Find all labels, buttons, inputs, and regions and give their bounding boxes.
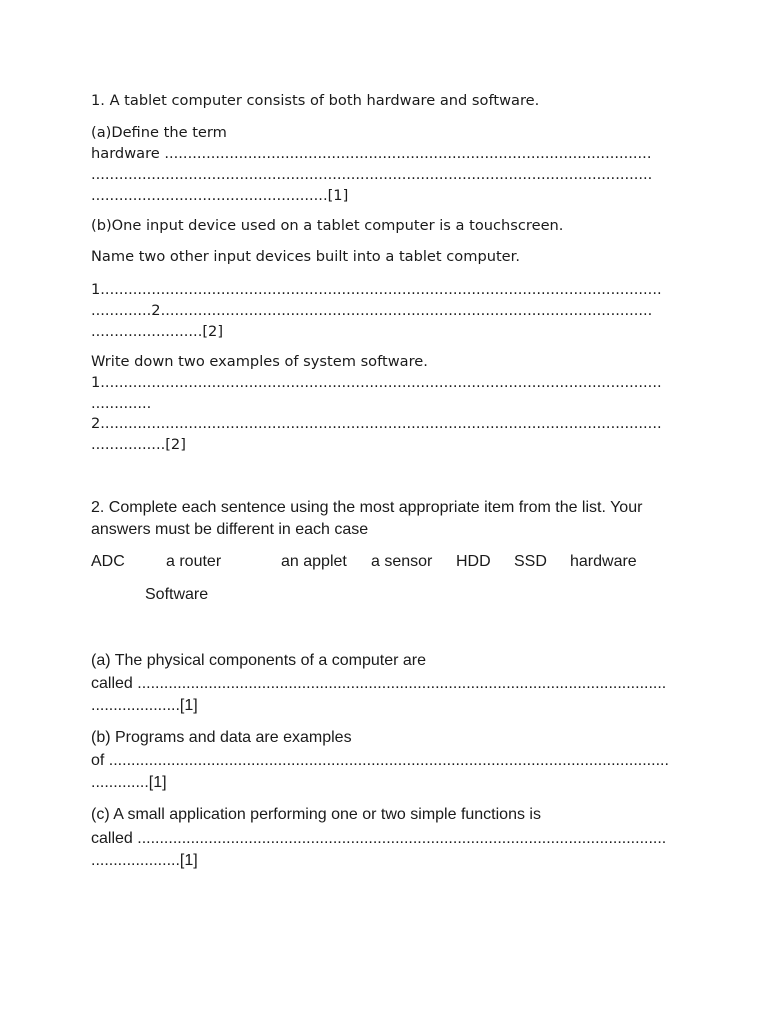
q1c-answer-line-1: 1......................................................................................................................... <box>91 374 662 391</box>
q1a-answer-line-1: hardware ......................................................................................................... <box>91 145 652 162</box>
q2b-answer-line-2: .............[1] <box>91 774 167 791</box>
word-list-item: a router <box>166 553 222 570</box>
q1b-answer-line-2: .............2.......................................................................................................... <box>91 302 653 319</box>
q2c-answer-line-1: called ....................................................................................................................... <box>91 830 667 847</box>
q2-intro-line-2: answers must be different in each case <box>91 521 369 538</box>
q2a-answer-line-2: ....................[1] <box>91 697 198 714</box>
q1c-answer-line-3: 2......................................................................................................................... <box>91 415 662 432</box>
word-list-item: SSD <box>514 553 547 570</box>
q1c-prompt: Write down two examples of system software. <box>91 353 428 370</box>
word-list-item: Software <box>145 586 209 603</box>
q2c-answer-line-2: ....................[1] <box>91 852 198 869</box>
word-list-item: a sensor <box>371 553 433 570</box>
word-list-item: ADC <box>91 553 125 570</box>
q2c-prompt: (c) A small application performing one or two simple functions is <box>91 806 541 823</box>
q1b-task: Name two other input devices built into a tablet computer. <box>91 248 520 265</box>
word-list-item: an applet <box>281 553 347 570</box>
word-list-item: HDD <box>456 553 491 570</box>
q1b-prompt: (b)One input device used on a tablet computer is a touchscreen. <box>91 217 564 234</box>
q1a-answer-line-2: ......................................................................................................................... <box>91 166 653 183</box>
q1b-answer-line-3: ........................[2] <box>91 323 224 340</box>
q2b-answer-line-1: of .............................................................................................................................. <box>91 752 669 769</box>
q1a-prompt: (a)Define the term <box>91 124 227 141</box>
q2b-prompt: (b) Programs and data are examples <box>91 729 352 746</box>
q1b-answer-line-1: 1......................................................................................................................... <box>91 281 662 298</box>
q2a-prompt: (a) The physical components of a computer are <box>91 652 426 669</box>
q1c-answer-line-2: ............. <box>91 395 152 412</box>
q1a-answer-line-3: ...................................................[1] <box>91 187 349 204</box>
q1c-answer-line-4: ................[2] <box>91 436 186 453</box>
word-list-item: hardware <box>570 553 637 570</box>
q1-intro: 1. A tablet computer consists of both hardware and software. <box>91 92 540 109</box>
q2-intro-line-1: 2. Complete each sentence using the most appropriate item from the list. Your <box>91 499 643 516</box>
q2a-answer-line-1: called ....................................................................................................................... <box>91 675 667 692</box>
